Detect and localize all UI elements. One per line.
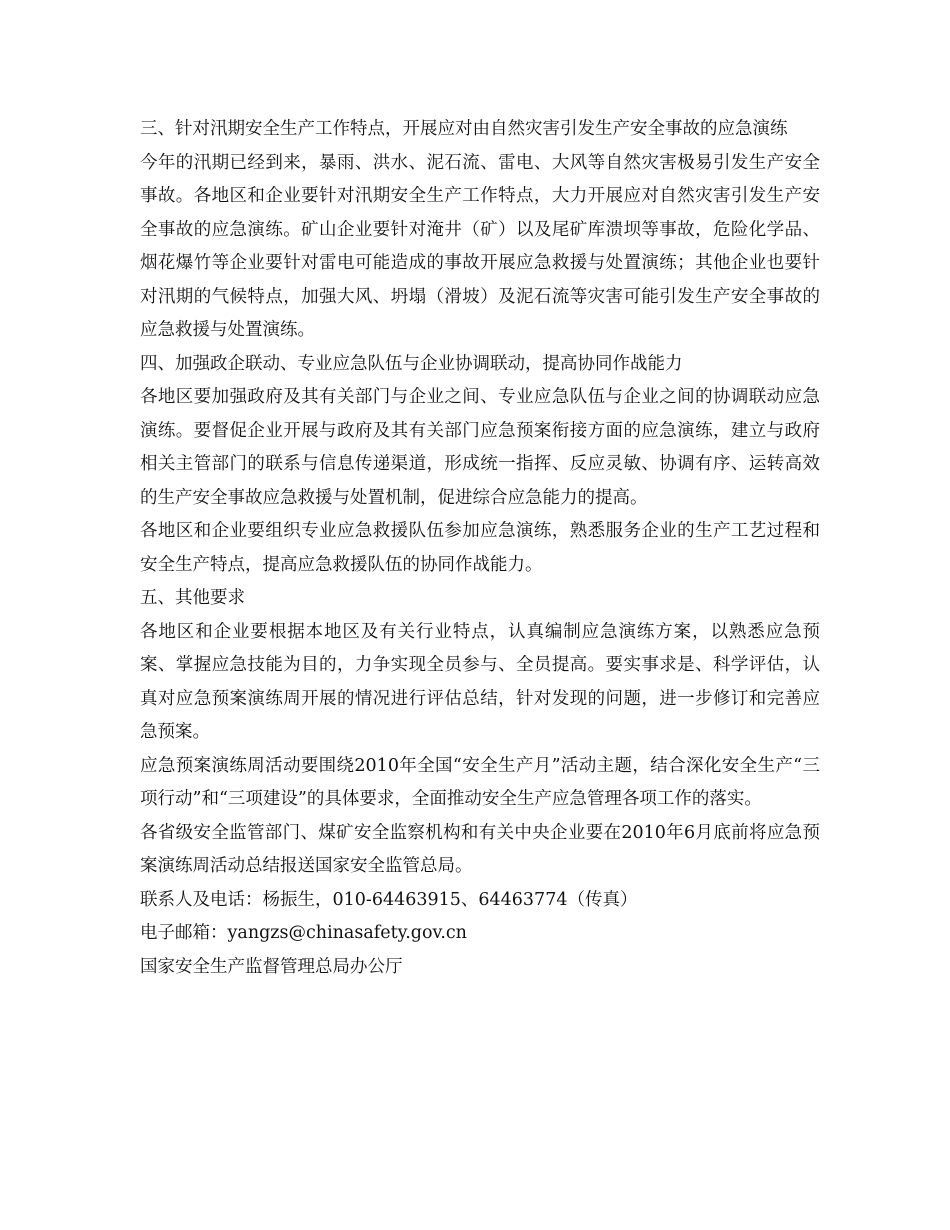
paragraph-coordination: 各地区要加强政府及其有关部门与企业之间、专业应急队伍与企业之间的协调联动应急演练。要督促企业开展与政府及其有关部门应急预案衔接方面的应急演练，建立与政府相关主管部门的联系与信息传递渠道，形成统一指挥、反应灵敏、协调有序、运转高效的生产安全事故应急救援与处置机制，促进综合应急能力的提高。 [140, 387, 820, 508]
section-heading-4: 四、加强政企联动、专业应急队伍与企业协调联动，提高协同作战能力 [140, 353, 683, 374]
document-body [140, 113, 820, 984]
paragraph-report-deadline: 各省级安全监管部门、煤矿安全监察机构和有关中央企业要在2010年6月底前将应急预案演练周活动总结报送国家安全监管总局。 [140, 822, 820, 876]
section-heading-3: 三、针对汛期安全生产工作特点，开展应对由自然灾害引发生产安全事故的应急演练 [140, 119, 788, 139]
paragraph-drill-plan: 各地区和企业要根据本地区及有关行业特点，认真编制应急演练方案，以熟悉应急预案、掌握应急技能为目的，力争实现全员参与、全员提高。要实事求是、科学评估，认真对应急预案演练周开展的情况进行评估总结，针对发现的问题，进一步修订和完善应急预案。 [140, 621, 820, 742]
paragraph-flood-season: 今年的汛期已经到来，暴雨、洪水、泥石流、雷电、大风等自然灾害极易引发生产安全事故。各地区和企业要针对汛期安全生产工作特点，大力开展应对自然灾害引发生产安全事故的应急演练。矿山企业要针对淹井（矿）以及尾矿库溃坝等事故，危险化学品、烟花爆竹等企业要针对雷电可能造成的事故开展应急救援与处置演练；其他企业也要针对汛期的气候特点，加强大风、坍塌（滑坡）及泥石流等灾害可能引发生产安全事故的应急救援与处置演练。 [140, 152, 820, 340]
contact-email: 电子邮箱：yangzs@chinasafety.gov.cn [140, 923, 467, 943]
paragraph-safety-month: 应急预案演练周活动要围绕2010年全国“安全生产月”活动主题，结合深化安全生产“三项行动”和“三项建设”的具体要求，全面推动安全生产应急管理各项工作的落实。 [140, 755, 820, 809]
section-heading-5: 五、其他要求 [140, 588, 245, 608]
paragraph-rescue-teams: 各地区和企业要组织专业应急救援队伍参加应急演练，熟悉服务企业的生产工艺过程和安全生产特点，提高应急救援队伍的协同作战能力。 [140, 521, 820, 575]
contact-phone: 联系人及电话：杨振生，010-64463915、64463774（传真） [140, 889, 638, 910]
issuing-office: 国家安全生产监督管理总局办公厅 [140, 956, 403, 977]
